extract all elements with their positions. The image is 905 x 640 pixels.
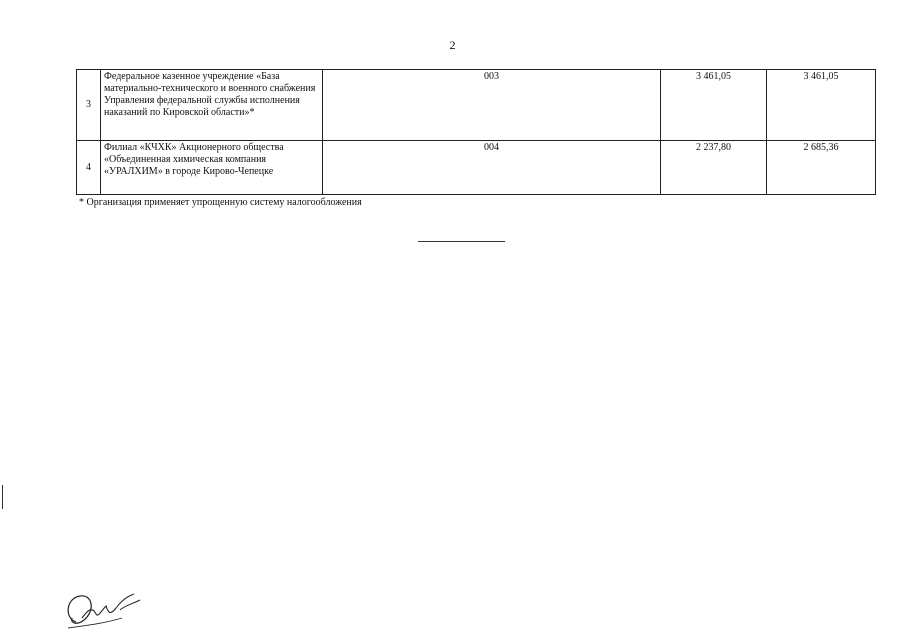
value-column-1: 3 461,05 (661, 70, 767, 141)
table-row (77, 70, 876, 141)
organization-code: 003 (323, 70, 661, 141)
page-number: 2 (449, 38, 456, 52)
scan-edge-mark (2, 485, 3, 509)
row-number: 3 (77, 70, 101, 141)
value-column-2: 3 461,05 (767, 70, 876, 141)
footnote: * Организация применяет упрощенную систему налогообложения (79, 197, 362, 208)
organizations-table (76, 69, 876, 195)
separator-line (418, 241, 505, 242)
table-row (77, 141, 876, 195)
value-column-1: 2 237,80 (661, 141, 767, 195)
organization-name: Федеральное казенное учреждение «База материально-технического и военного снабжения Управления федеральной службы исполнения наказаний по Кировской области»* (101, 70, 323, 141)
value-column-2: 2 685,36 (767, 141, 876, 195)
signature-icon (62, 588, 146, 632)
organization-name: Филиал «КЧХК» Акционерного общества «Объединенная химическая компания «УРАЛХИМ» в городе Кирово-Чепецке (101, 141, 323, 195)
row-number: 4 (77, 141, 101, 195)
organization-code: 004 (323, 141, 661, 195)
